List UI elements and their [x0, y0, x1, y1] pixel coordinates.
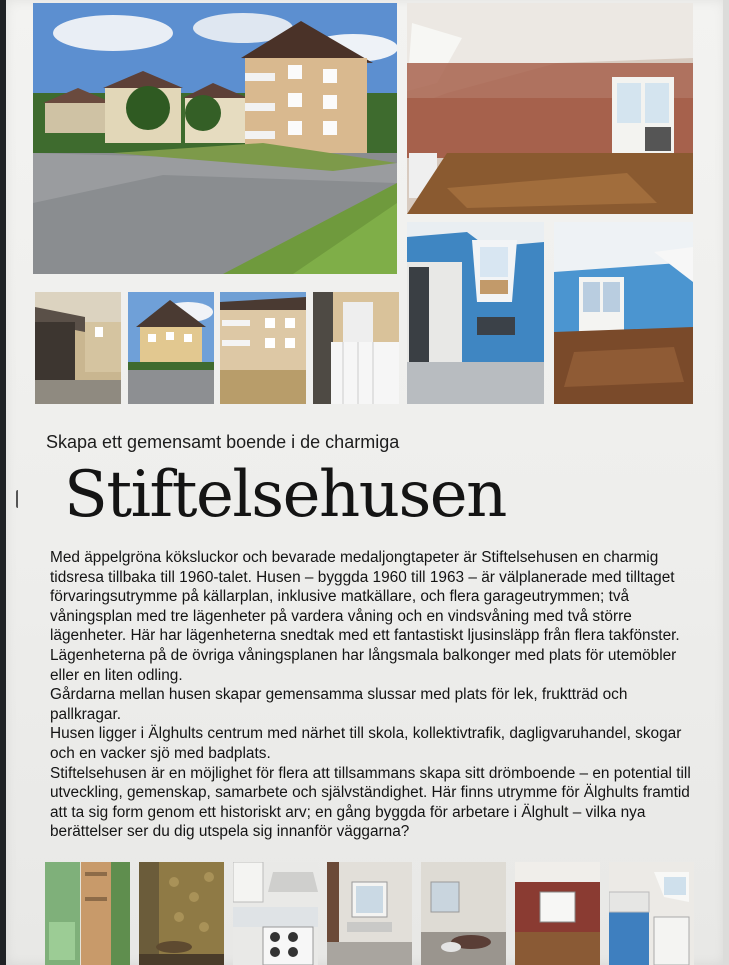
photo-red-wall-room [515, 862, 600, 965]
photo-green-kitchen-cabinets [45, 862, 130, 965]
photo-street-buildings [33, 3, 397, 274]
photo-attic-room [407, 3, 693, 214]
paragraph-yards: Gårdarna mellan husen skapar gemensamma slussar med plats för lek, fruktträd och pallkragar. [50, 686, 628, 723]
board-clip [16, 490, 24, 508]
photo-medallion-wallpaper [139, 862, 224, 965]
photo-kitchen-stove [233, 862, 318, 965]
paragraph-houses: Med äppelgröna köksluckor och bevarade medaljongtapeter är Stiftelsehusen en charmig tidsresa tillbaka till 1960-talet. Husen – byggda 1960 till 1963 – är välplanerade med tilltaget förvaringsutrymme på källarplan, inklusive matkällare, och flera garageutrymmen; två våningsplan med tre lägenheter på vardera våning och en vindsvåning med två större lägenheter. Här har lägenheterna snedtak med ett fantastiskt ljusinsläpp från flera takfönster. Lägenheterna på de övriga våningsplanen har långsmala balkonger med plats för utemöbler eller en liten odling. [50, 549, 680, 684]
poster-board [6, 0, 725, 965]
frame-edge-right [723, 0, 729, 965]
photo-blue-room-balcony-door [554, 222, 693, 404]
photo-garage [35, 292, 121, 404]
paragraph-location: Husen ligger i Älghults centrum med närhet till skola, kollektivtrafik, dagligvaruhandel, skogar och en vacker sjö med badplats. [50, 725, 682, 762]
photo-balcony-facade [220, 292, 306, 404]
photo-room-window [327, 862, 412, 965]
photo-room-clutter [421, 862, 506, 965]
photo-house-gable [128, 292, 214, 404]
photo-attic-kitchen [609, 862, 694, 965]
intro-line: Skapa ett gemensamt boende i de charmiga [46, 432, 400, 452]
poster-title: Stiftelsehusen [64, 458, 506, 532]
paragraph-opportunity: Stiftelsehusen är en möjlighet för flera att tillsammans skapa sitt drömboende – en potential till utveckling, gemenskap, samarbete och självständighet. Här finns utrymme för Älghults framtid att ta sig form genom ett historiskt arv; en gång byggda för arbetare i Älghult – vilka nya berättelser ser du dig utspela sig innanför väggarna? [50, 764, 691, 841]
photo-balcony-railing [313, 292, 399, 404]
photo-blue-room-skylight [407, 222, 544, 404]
description-text [50, 548, 700, 842]
